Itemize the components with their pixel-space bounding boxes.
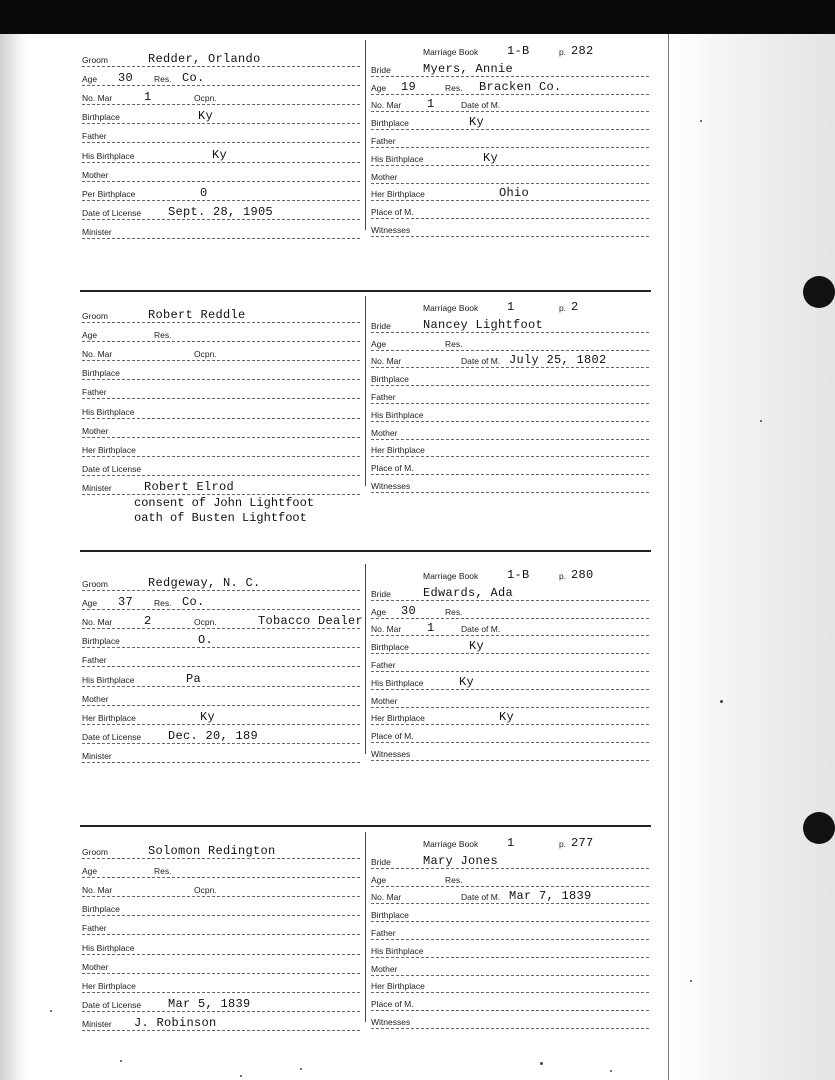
bride-his-birthplace-row-label: His Birthplace — [371, 409, 424, 420]
bride-her-birthplace-row — [371, 440, 649, 457]
bride-birthplace-row — [371, 369, 649, 386]
bride-mother-row — [371, 959, 649, 976]
marriage-book-row — [423, 834, 645, 850]
column-divider — [365, 296, 366, 486]
groom-age-row-label: Age — [82, 598, 98, 609]
bride-witnesses-row — [371, 476, 649, 493]
card-divider — [80, 825, 651, 827]
marriage-book-row — [423, 42, 645, 58]
groom-no-mar-row-label: No. Mar — [82, 617, 113, 628]
scan-speck — [240, 1075, 242, 1077]
groom-license-date-row-label: Date of License — [82, 731, 142, 742]
groom-age-row — [82, 861, 360, 878]
groom-license-date: Sept. 28, 1905 — [168, 204, 274, 219]
marriage-book-row-label: Marriage Book — [423, 571, 479, 581]
groom-license-date-row — [82, 995, 360, 1012]
groom-father-row-label: Father — [82, 131, 107, 142]
bride-age-row-label: Age — [371, 338, 387, 349]
bride-no-mar-row-label: No. Mar — [371, 356, 402, 367]
groom-license-date-row-label: Date of License — [82, 463, 142, 474]
scan-speck — [760, 420, 762, 422]
groom-birthplace-row — [82, 899, 360, 916]
page-label: p. — [559, 303, 567, 313]
groom-no-mar-row-label: No. Mar — [82, 93, 113, 104]
groom-license-date-row — [82, 459, 360, 476]
groom-his-birthplace-row — [82, 938, 360, 955]
bride-his-birthplace-row — [371, 941, 649, 958]
bride-name-row — [371, 852, 649, 869]
groom-no-mar-row — [82, 612, 364, 629]
bride-res-label: Res. — [445, 338, 463, 349]
bride-age-row-label: Age — [371, 874, 387, 885]
bride-her-birthplace-row — [371, 708, 649, 725]
marriage-book-page: 280 — [571, 568, 594, 582]
groom-mother-row — [82, 165, 360, 182]
page-label: p. — [559, 47, 567, 57]
bride-birthplace-row-label: Birthplace — [371, 642, 409, 653]
groom-res: Co. — [182, 595, 205, 610]
bride-her-birthplace-row — [371, 976, 649, 993]
bride-birthplace: Ky — [469, 115, 485, 130]
groom-license-date-row-label: Date of License — [82, 999, 142, 1010]
bride-name-row — [371, 60, 649, 77]
bride-father-row — [371, 655, 649, 672]
page-label: p. — [559, 839, 567, 849]
groom-minister: J. Robinson — [134, 1015, 217, 1030]
bride-mother-row — [371, 423, 649, 440]
groom-his-birthplace-row-label: His Birthplace — [82, 674, 135, 685]
marriage-book-row-label: Marriage Book — [423, 47, 479, 57]
groom-minister-row — [82, 1014, 360, 1031]
bride-place-of-m-row-label: Place of M. — [371, 207, 414, 218]
bride-his-birthplace-row-label: His Birthplace — [371, 153, 424, 164]
scan-speck — [610, 1070, 612, 1072]
groom-name-row-label: Groom — [82, 847, 108, 857]
bride-her-birthplace-row-label: Her Birthplace — [371, 981, 425, 992]
bride-birthplace-row-label: Birthplace — [371, 374, 409, 385]
groom-minister-row-label: Minister — [82, 482, 112, 493]
groom-her-birthplace-row — [82, 184, 360, 201]
groom-birthplace-row-label: Birthplace — [82, 368, 120, 379]
groom-license-date: Mar 5, 1839 — [168, 996, 251, 1011]
bride-father-row — [371, 923, 649, 940]
groom-mother-row — [82, 421, 360, 438]
groom-minister: Robert Elrod — [144, 479, 235, 494]
groom-birthplace-row-label: Birthplace — [82, 112, 120, 123]
groom-his-birthplace-row-label: His Birthplace — [82, 406, 135, 417]
scan-speck — [120, 1060, 122, 1062]
bride-her-birthplace-row — [371, 184, 649, 201]
groom-name: Redder, Orlando — [148, 52, 261, 66]
groom-name-row — [82, 842, 360, 859]
bride-witnesses-row-label: Witnesses — [371, 481, 411, 491]
bride-no-mar-row — [371, 887, 649, 904]
groom-father-row-label: Father — [82, 655, 107, 666]
scan-speck — [700, 120, 702, 122]
bride-his-birthplace-row-label: His Birthplace — [371, 945, 424, 956]
groom-her-birthplace-row — [82, 708, 360, 725]
marriage-book-row-label: Marriage Book — [423, 839, 479, 849]
groom-ocpn: Tobacco Dealer — [258, 614, 364, 629]
bride-name: Nancey Lightfoot — [423, 317, 544, 332]
groom-license-date-row — [82, 727, 360, 744]
bride-mother-row-label: Mother — [371, 963, 398, 974]
bride-res-label: Res. — [445, 874, 463, 885]
marriage-book-row — [423, 566, 645, 582]
bride-birthplace-row — [371, 637, 649, 654]
bride-witnesses-row — [371, 1012, 649, 1029]
groom-res-label: Res. — [154, 598, 172, 609]
page-label: p. — [559, 571, 567, 581]
groom-age: 37 — [118, 595, 134, 610]
groom-his-birthplace-row — [82, 670, 360, 687]
bride-father-row — [371, 387, 649, 404]
groom-her-birthplace-row-label: Her Birthplace — [82, 444, 136, 455]
groom-his-birthplace: Pa — [186, 671, 202, 686]
bride-birthplace: Ky — [469, 639, 485, 654]
bride-birthplace-row — [371, 113, 649, 130]
groom-license-date-row — [82, 203, 360, 220]
groom-name: Redgeway, N. C. — [148, 576, 261, 590]
bride-his-birthplace: Ky — [483, 150, 499, 165]
card-divider — [80, 290, 651, 292]
bride-date-of-m-label: Date of M. — [461, 624, 501, 635]
bride-age-row — [371, 78, 649, 95]
groom-birthplace-row — [82, 107, 360, 124]
groom-her-birthplace-row-label: Per Birthplace — [82, 188, 136, 199]
bride-mother-row — [371, 691, 649, 708]
bride-name-row — [371, 316, 649, 333]
punch-hole-icon — [803, 812, 835, 844]
bride-no-mar-row-label: No. Mar — [371, 892, 402, 903]
bride-his-birthplace-row — [371, 673, 649, 690]
scan-right-margin — [668, 34, 835, 1080]
groom-birthplace-row — [82, 363, 360, 380]
groom-her-birthplace: 0 — [200, 185, 208, 200]
groom-ocpn-label: Ocpn. — [194, 885, 217, 896]
groom-father-row — [82, 382, 360, 399]
bride-age-row-label: Age — [371, 82, 387, 93]
scan-speck — [690, 980, 692, 982]
bride-her-birthplace: Ky — [499, 710, 515, 725]
groom-name-row-label: Groom — [82, 311, 108, 321]
groom-license-date: Dec. 20, 189 — [168, 728, 259, 743]
groom-minister-row — [82, 478, 360, 495]
bride-birthplace-row-label: Birthplace — [371, 910, 409, 921]
bride-witnesses-row-label: Witnesses — [371, 1017, 411, 1027]
bride-place-of-m-row-label: Place of M. — [371, 999, 414, 1010]
bride-no-mar-row-label: No. Mar — [371, 624, 402, 635]
scan-speck — [50, 1010, 52, 1012]
groom-father-row — [82, 918, 360, 935]
groom-no-mar-row — [82, 880, 360, 897]
bride-place-of-m-row-label: Place of M. — [371, 731, 414, 742]
marriage-book-page: 2 — [571, 300, 579, 314]
bride-father-row-label: Father — [371, 136, 396, 146]
groom-mother-row-label: Mother — [82, 425, 109, 436]
bride-date-of-m: July 25, 1802 — [509, 353, 607, 368]
bride-no-mar-row — [371, 619, 649, 636]
groom-his-birthplace-row-label: His Birthplace — [82, 150, 135, 161]
bride-place-of-m-row — [371, 202, 649, 219]
groom-minister-row — [82, 746, 360, 763]
groom-age: 30 — [118, 71, 134, 86]
bride-her-birthplace-row-label: Her Birthplace — [371, 189, 425, 200]
marriage-book-number: 1 — [507, 836, 515, 850]
groom-age-row-label: Age — [82, 866, 98, 877]
bride-name: Edwards, Ada — [423, 585, 514, 600]
bride-father-row-label: Father — [371, 392, 396, 402]
groom-his-birthplace-row — [82, 146, 360, 163]
bride-mother-row-label: Mother — [371, 695, 398, 706]
bride-her-birthplace: Ohio — [499, 186, 530, 201]
bride-his-birthplace-row-label: His Birthplace — [371, 677, 424, 688]
groom-age-row — [82, 69, 360, 86]
card-note: consent of John Lightfoot — [134, 495, 315, 510]
groom-mother-row-label: Mother — [82, 693, 109, 704]
bride-father-row — [371, 131, 649, 148]
bride-birthplace-row — [371, 905, 649, 922]
bride-age: 19 — [401, 79, 417, 94]
bride-name: Mary Jones — [423, 853, 499, 868]
scanner-top-border — [0, 0, 835, 34]
groom-birthplace-row-label: Birthplace — [82, 904, 120, 915]
groom-minister-row-label: Minister — [82, 750, 112, 761]
groom-minister-row-label: Minister — [82, 1018, 112, 1029]
bride-age-row-label: Age — [371, 606, 387, 617]
bride-mother-row-label: Mother — [371, 171, 398, 182]
groom-age-row — [82, 325, 360, 342]
groom-birthplace: Ky — [198, 109, 214, 124]
groom-mother-row-label: Mother — [82, 169, 109, 180]
groom-res-label: Res. — [154, 74, 172, 85]
column-divider — [365, 832, 366, 1022]
bride-name-row-label: Bride — [371, 588, 391, 599]
marriage-book-number: 1-B — [507, 44, 530, 58]
groom-mother-row — [82, 957, 360, 974]
card-divider — [80, 550, 651, 552]
bride-age-row — [371, 870, 649, 887]
groom-no-mar: 2 — [144, 614, 152, 629]
bride-no-mar: 1 — [427, 621, 435, 636]
groom-name-row — [82, 50, 360, 67]
groom-name-row — [82, 574, 360, 591]
bride-res: Bracken Co. — [479, 79, 562, 94]
groom-father-row — [82, 126, 360, 143]
groom-her-birthplace-row-label: Her Birthplace — [82, 712, 136, 723]
groom-her-birthplace-row — [82, 976, 360, 993]
marriage-book-number: 1 — [507, 300, 515, 314]
scan-speck — [540, 1062, 543, 1065]
marriage-book-page: 277 — [571, 836, 594, 850]
bride-witnesses-row — [371, 220, 649, 237]
bride-date-of-m: Mar 7, 1839 — [509, 889, 592, 904]
groom-birthplace: O. — [198, 633, 214, 648]
marriage-book-page: 282 — [571, 44, 594, 58]
groom-res-label: Res. — [154, 866, 172, 877]
groom-res-label: Res. — [154, 330, 172, 341]
bride-her-birthplace-row-label: Her Birthplace — [371, 713, 425, 724]
marriage-book-row — [423, 298, 645, 314]
bride-date-of-m-label: Date of M. — [461, 892, 501, 903]
bride-date-of-m-label: Date of M. — [461, 100, 501, 111]
groom-no-mar: 1 — [144, 90, 152, 105]
groom-res: Co. — [182, 71, 205, 86]
bride-name-row — [371, 584, 649, 601]
groom-her-birthplace: Ky — [200, 709, 216, 724]
bride-birthplace-row-label: Birthplace — [371, 118, 409, 129]
bride-name-row-label: Bride — [371, 64, 391, 75]
groom-his-birthplace-row-label: His Birthplace — [82, 942, 135, 953]
groom-ocpn-label: Ocpn. — [194, 617, 217, 628]
bride-father-row-label: Father — [371, 928, 396, 938]
groom-father-row-label: Father — [82, 387, 107, 398]
bride-no-mar: 1 — [427, 97, 435, 112]
groom-license-date-row-label: Date of License — [82, 207, 142, 218]
groom-minister-row — [82, 222, 360, 239]
scan-speck — [720, 700, 723, 703]
groom-ocpn-label: Ocpn. — [194, 93, 217, 104]
groom-no-mar-row-label: No. Mar — [82, 885, 113, 896]
groom-name: Solomon Redington — [148, 844, 276, 858]
groom-her-birthplace-row — [82, 440, 360, 457]
bride-mother-row-label: Mother — [371, 427, 398, 438]
groom-birthplace-row-label: Birthplace — [82, 636, 120, 647]
groom-age-row — [82, 593, 360, 610]
groom-mother-row — [82, 689, 360, 706]
groom-father-row — [82, 650, 360, 667]
groom-age-row-label: Age — [82, 74, 98, 85]
punch-hole-icon — [803, 276, 835, 308]
bride-witnesses-row-label: Witnesses — [371, 225, 411, 235]
bride-his-birthplace: Ky — [459, 674, 475, 689]
bride-res-label: Res. — [445, 82, 463, 93]
bride-age-row — [371, 334, 649, 351]
scan-speck — [300, 1068, 302, 1070]
groom-no-mar-row — [82, 88, 360, 105]
bride-witnesses-row — [371, 744, 649, 761]
groom-name-row-label: Groom — [82, 55, 108, 65]
groom-her-birthplace-row-label: Her Birthplace — [82, 980, 136, 991]
bride-age-row — [371, 602, 649, 619]
card-note: oath of Busten Lightfoot — [134, 510, 307, 525]
marriage-book-number: 1-B — [507, 568, 530, 582]
bride-place-of-m-row-label: Place of M. — [371, 463, 414, 474]
bride-his-birthplace-row — [371, 405, 649, 422]
groom-minister-row-label: Minister — [82, 226, 112, 237]
bride-date-of-m-label: Date of M. — [461, 356, 501, 367]
bride-age: 30 — [401, 603, 417, 618]
groom-father-row-label: Father — [82, 923, 107, 934]
bride-res-label: Res. — [445, 606, 463, 617]
bride-place-of-m-row — [371, 458, 649, 475]
bride-no-mar-row-label: No. Mar — [371, 100, 402, 111]
bride-name: Myers, Annie — [423, 61, 514, 76]
bride-mother-row — [371, 167, 649, 184]
bride-his-birthplace-row — [371, 149, 649, 166]
groom-age-row-label: Age — [82, 330, 98, 341]
bride-father-row-label: Father — [371, 660, 396, 670]
groom-name: Robert Reddle — [148, 308, 246, 322]
bride-place-of-m-row — [371, 726, 649, 743]
bride-no-mar-row — [371, 95, 649, 112]
groom-his-birthplace-row — [82, 402, 360, 419]
groom-birthplace-row — [82, 631, 360, 648]
groom-mother-row-label: Mother — [82, 961, 109, 972]
groom-no-mar-row — [82, 344, 360, 361]
groom-no-mar-row-label: No. Mar — [82, 349, 113, 360]
groom-name-row — [82, 306, 360, 323]
bride-her-birthplace-row-label: Her Birthplace — [371, 445, 425, 456]
column-divider — [365, 564, 366, 754]
bride-witnesses-row-label: Witnesses — [371, 749, 411, 759]
marriage-book-row-label: Marriage Book — [423, 303, 479, 313]
bride-name-row-label: Bride — [371, 320, 391, 331]
column-divider — [365, 40, 366, 230]
bride-no-mar-row — [371, 351, 649, 368]
groom-his-birthplace: Ky — [212, 147, 228, 162]
scan-left-edge — [0, 34, 28, 1080]
bride-place-of-m-row — [371, 994, 649, 1011]
groom-name-row-label: Groom — [82, 579, 108, 589]
bride-name-row-label: Bride — [371, 856, 391, 867]
groom-ocpn-label: Ocpn. — [194, 349, 217, 360]
